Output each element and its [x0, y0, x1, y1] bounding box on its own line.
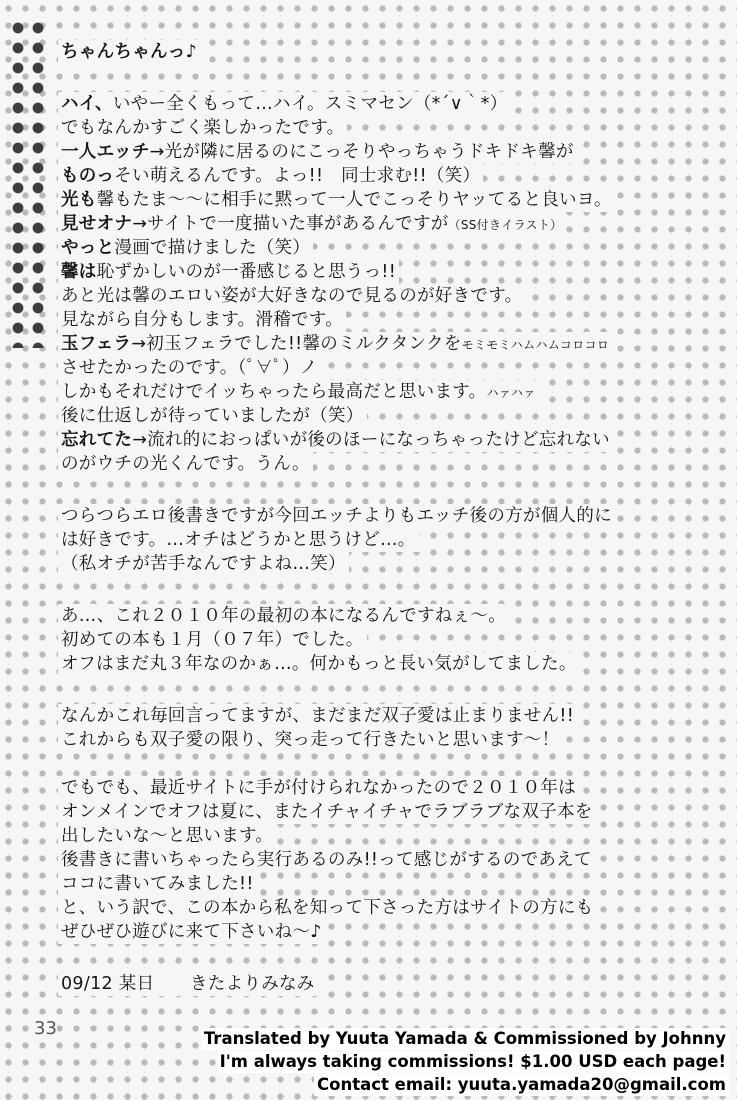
text-line	[58, 452, 313, 476]
keyword-text: ちゃんちゃんっ♪	[61, 42, 198, 62]
body-text: オンメインでオフは夏に、またイチャイチャでラブラブな双子本を	[61, 802, 593, 822]
body-text: しかもそれだけでイッちゃったら最高だと思います。	[61, 382, 487, 402]
text-line	[58, 872, 257, 896]
keyword-text: 玉フェラ	[61, 334, 132, 354]
text-line	[58, 332, 612, 357]
text-line	[58, 604, 509, 628]
keyword-text: 忘れてた	[61, 430, 133, 450]
body-text: →初玉フェラでした!!馨のミルクタンクを	[131, 334, 462, 354]
body-text: ぜひぜひ遊びに来て下さいね～♪	[61, 922, 322, 942]
text-line	[58, 552, 349, 576]
text-line	[58, 116, 347, 140]
body-text: つらつらエロ後書きですが今回エッチよりもエッチ後の方が個人的に	[61, 506, 612, 526]
text-line	[58, 40, 200, 64]
body-text: 漫画で描けました（笑）	[114, 238, 311, 258]
body-text: これからも双子愛の限り、突っ走って行きたいと思います～！	[61, 730, 560, 750]
body-text: 09/12 某日 きたよりみなみ	[61, 974, 315, 994]
body-text: なんかこれ毎回言ってますが、まだまだ双子愛は止まりません!!	[61, 706, 575, 726]
keyword-text: 一人エッチ	[61, 142, 150, 162]
page-number: 33	[34, 1018, 57, 1039]
body-text: （SS付きイラスト）	[448, 218, 563, 232]
text-line	[58, 308, 346, 332]
text-line	[58, 528, 419, 552]
body-text: 出したいな～と思います。	[61, 826, 274, 846]
text-line	[58, 776, 579, 800]
body-text: 見ながら自分もします。滑稽です。	[61, 310, 343, 330]
body-text: のがウチの光くんです。うん。	[61, 454, 310, 474]
text-line	[58, 848, 595, 872]
contact-email: Contact email: yuuta.yamada20@gmail.com	[314, 1074, 729, 1096]
body-text: 恥ずかしいのが一番感じると思うっ!!	[96, 262, 397, 282]
text-line	[58, 896, 596, 920]
text-line	[58, 428, 613, 452]
body-text: は好きです。…オチはどうかと思うけど…。	[61, 530, 416, 550]
text-line	[58, 404, 367, 428]
commission-note: I'm always taking commissions! $1.00 USD each page!	[217, 1051, 729, 1073]
keyword-text: ものっ	[61, 166, 115, 186]
body-text: モミモミハムハムコロコロ	[461, 338, 610, 352]
body-text: オフはまだ丸３年なのかぁ…。何かもっと長い気がしてました。	[61, 654, 577, 674]
text-line	[58, 284, 525, 308]
text-line	[58, 800, 596, 824]
body-text: そい萌えるんです。よっ!! 同士求む!!（笑）	[114, 166, 481, 186]
body-text: 後に仕返しが待っていましたが（笑）	[61, 406, 364, 426]
body-text: ハァハァ	[486, 386, 536, 400]
text-line	[58, 188, 615, 212]
keyword-text: 見せオナ	[61, 214, 133, 234]
text-line	[58, 824, 276, 848]
body-text: →サイトで一度描いた事があるんですが	[132, 214, 449, 234]
text-line	[58, 920, 325, 944]
text-line	[58, 260, 399, 284]
text-line	[58, 380, 539, 405]
body-text: 初めての本も１月（０７年）でした。	[61, 630, 364, 650]
text-line	[58, 164, 483, 188]
text-line	[58, 212, 565, 237]
text-line	[58, 140, 577, 164]
body-text: あと光は馨のエロい姿が大好きなので見るのが好きです。	[61, 286, 523, 306]
body-text: いやー全くもって…ハイ。スミマセン（*´∨｀*）	[112, 94, 508, 114]
body-text: あ…、これ２０１０年の最初の本になるんですねぇ～。	[61, 606, 506, 626]
body-text: →光が隣に居るのにこっそりやっちゃうドキドキ馨が	[149, 142, 574, 162]
keyword-text: 馨は	[61, 262, 97, 282]
body-text: （私オチが苦手なんですよね…笑）	[61, 554, 346, 574]
translator-credit: Translated by Yuuta Yamada & Commissioned by Johnny	[201, 1028, 729, 1050]
keyword-text: 光も	[61, 190, 97, 210]
body-text: させたかったのです。（ﾟ∀ﾟ）ノ	[61, 358, 318, 378]
text-line	[58, 356, 321, 380]
keyword-text: ハイ、	[61, 94, 113, 114]
text-line	[58, 92, 511, 116]
body-text: でもなんかすごく楽しかったです。	[61, 118, 345, 138]
text-line	[58, 652, 580, 676]
body-text: でもでも、最近サイトに手が付けられなかったので２０１０年は	[61, 778, 576, 798]
text-line	[58, 704, 577, 728]
body-text: 後書きに書いちゃったら実行あるのみ!!って感じがするのであえて	[61, 850, 592, 870]
body-text: →流れ的におっぱいが後のほーになっちゃったけど忘れない	[132, 430, 610, 450]
text-line	[58, 972, 318, 996]
text-line	[58, 628, 367, 652]
body-text: と、いう訳で、この本から私を知って下さった方はサイトの方にも	[61, 898, 594, 918]
text-line	[58, 504, 615, 528]
text-line	[58, 236, 313, 260]
body-text: 馨もたま～～に相手に黙って一人でこっそりヤッてると良いヨ。	[96, 190, 612, 210]
keyword-text: やっと	[61, 238, 115, 258]
body-text: ココに書いてみました!!	[61, 874, 254, 894]
text-line	[58, 728, 562, 752]
